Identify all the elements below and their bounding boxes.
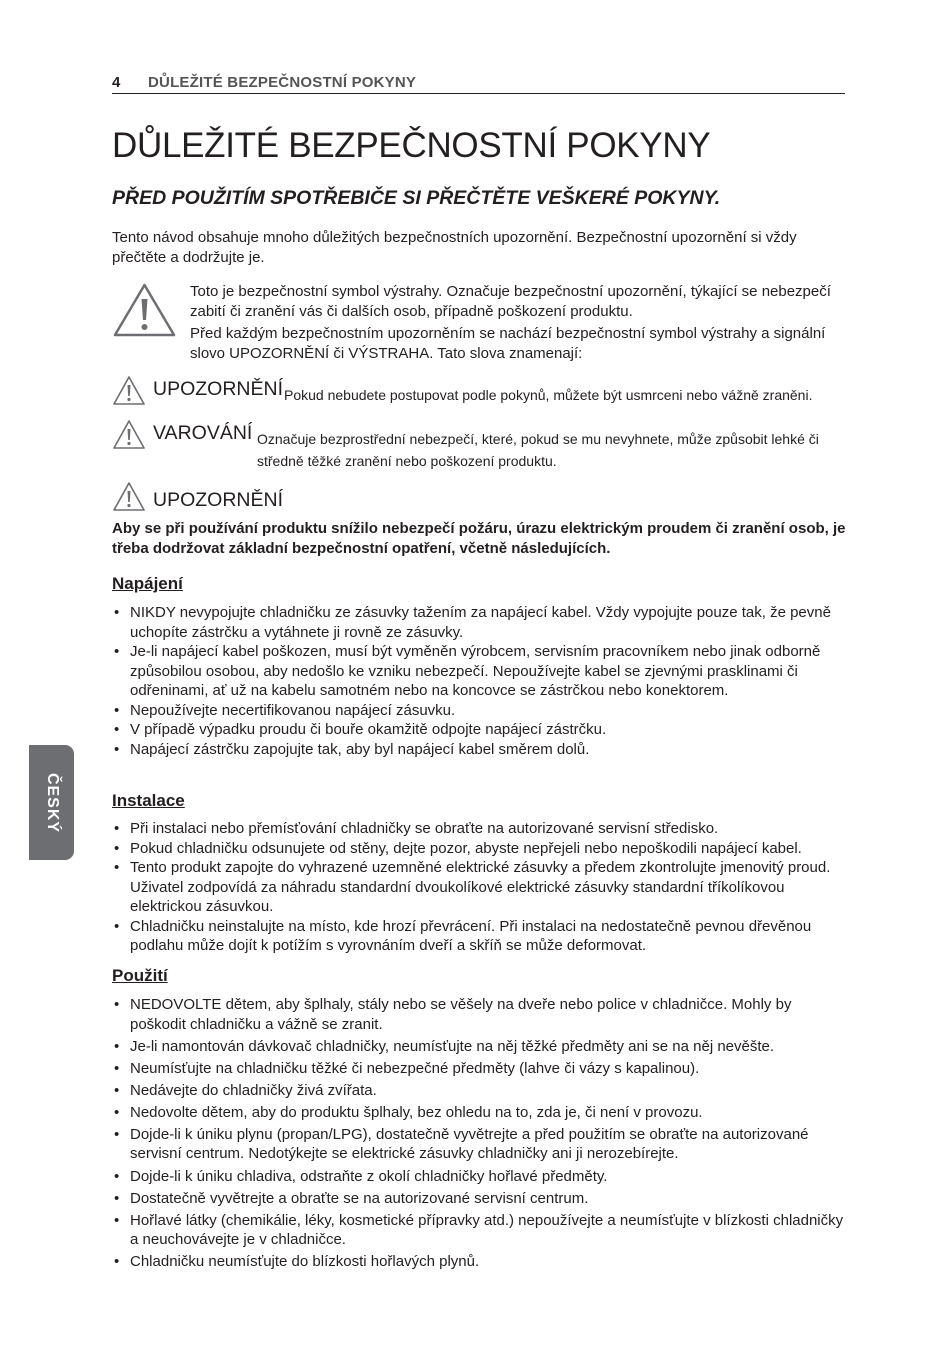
symbol-explanation: Toto je bezpečnostní symbol výstrahy. Označuje bezpečnostní upozornění, týkající se nebezpečí zabití či zranění vás či dalších osob, případně poškození produktu. [190,283,831,320]
caution-heading: UPOZORNĚNÍ [153,489,284,511]
list-item: • Tento produkt zapojte do vyhrazené uzemněné elektrické zásuvky a předem zkontrolujte jmenovitý proud. Uživatel zodpovídá za náhradu standardní dvoukolíkové elektrické zásuvky standardní tříkolíkovou elektrickou zásuvkou. [112,858,847,917]
list-item: • Nedávejte do chladničky živá zvířata. [112,1081,847,1101]
list-item: • Nedovolte dětem, aby do produktu šplhaly, bez ohledu na to, zda je, či není v provozu. [112,1103,847,1123]
list-item: • NIKDY nevypojujte chladničku ze zásuvky tažením za napájecí kabel. Vždy vypojujte pouze tak, že pevně uchopíte zástrčku a vytáhnete ji rovně ze zásuvky. [112,603,847,642]
list-item: • Dojde-li k úniku plynu (propan/LPG), dostatečně vyvětrejte a před použitím se obraťte na autorizované servisní centrum. Nedotýkejte se elektrické zásuvky chladničky ani ji nerozebírejte. [112,1125,847,1164]
page-number: 4 [112,74,121,91]
usage-list [112,995,847,1274]
running-title: DŮLEŽITÉ BEZPEČNOSTNÍ POKYNY [148,74,417,91]
page-subtitle: PŘED POUŽITÍM SPOTŘEBIČE SI PŘEČTĚTE VEŠKERÉ POKYNY. [112,187,721,209]
installation-list [112,819,847,956]
signal-warning-row [112,375,847,409]
list-item: • Dostatečně vyvětrejte a obraťte se na autorizované servisní centrum. [112,1189,847,1209]
signal-caution-row [112,419,847,475]
caution-heading-row [112,481,512,515]
signal-description: Pokud nebudete postupovat podle pokynů, můžete být usmrceni nebo vážně zraněni. [284,387,813,403]
signal-word: UPOZORNĚNÍ [153,378,284,400]
signal-description: Označuje bezprostřední nebezpečí, které, pokud se mu nevyhnete, může způsobit lehké či středně těžké zranění nebo poškození produktu. [257,431,819,469]
list-item: • Chladničku neumísťujte do blízkosti hořlavých plynů. [112,1252,847,1272]
warning-triangle-icon [112,375,146,406]
list-item: • V případě výpadku proudu či bouře okamžitě odpojte napájecí zástrčku. [112,720,847,740]
signal-words-explanation: Před každým bezpečnostním upozorněním se nachází bezpečnostní symbol výstrahy a signální slovo UPOZORNĚNÍ či VÝSTRAHA. Tato slova znamenají: [190,325,826,362]
section-heading-usage: Použití [112,966,168,985]
intro-paragraph: Tento návod obsahuje mnoho důležitých bezpečnostních upozornění. Bezpečnostní upozornění si vždy přečtěte a dodržujte je. [112,229,797,266]
list-item: • Neumísťujte na chladničku těžké či nebezpečné předměty (lahve či vázy s kapalinou). [112,1059,847,1079]
warning-triangle-icon [112,481,146,512]
list-item: • Nepoužívejte necertifikovanou napájecí zásuvku. [112,701,847,721]
list-item: • Hořlavé látky (chemikálie, léky, kosmetické přípravky atd.) nepoužívejte a neumísťujte v blízkosti chladničky a neuchovávejte je v chladničce. [112,1211,847,1250]
list-item: • Chladničku neinstalujte na místo, kde hrozí převrácení. Při instalaci na nedostatečně pevnou dřevěnou podlahu může dojít k potížím s vyrovnáním dveří a skříň se může deformovat. [112,917,847,956]
list-item: • Dojde-li k úniku chladiva, odstraňte z okolí chladničky hořlavé předměty. [112,1167,847,1187]
list-item: • NEDOVOLTE dětem, aby šplhaly, stály nebo se věšely na dveře nebo police v chladničce. Mohly by poškodit chladničku a vážně se zranit. [112,995,847,1034]
page-title: DŮLEŽITÉ BEZPEČNOSTNÍ POKYNY [112,126,711,165]
list-item: • Je-li napájecí kabel poškozen, musí být vyměněn výrobcem, servisním pracovníkem nebo jinak odborně způsobilou osobou, aby nedošlo ke vzniku nebezpečí. Nepoužívejte kabel se zjevnými prasklinami či odřeninami, ať už na kabelu samotném nebo na koncovce se zástrčkou nebo konektorem. [112,642,847,701]
list-item: • Je-li namontován dávkovač chladničky, neumísťujte na něj těžké předměty ani se na něj nevěšte. [112,1037,847,1057]
safety-alert-icon [112,282,177,338]
list-item: • Při instalaci nebo přemísťování chladničky se obraťte na autorizované servisní středisko. [112,819,847,839]
section-heading-installation: Instalace [112,791,185,810]
caution-paragraph: Aby se při používání produktu snížilo nebezpečí požáru, úrazu elektrickým proudem či zranění osob, je třeba dodržovat základní bezpečnostní opatření, včetně následujících. [112,520,846,557]
list-item: • Pokud chladničku odsunujete od stěny, dejte pozor, abyste nepřejeli nebo nepoškodili napájecí kabel. [112,839,847,859]
running-header [112,73,845,94]
language-tab-label: ČESKÝ [43,772,61,833]
language-tab [29,745,74,860]
power-list [112,603,847,759]
warning-triangle-icon [112,419,146,450]
list-item: • Napájecí zástrčku zapojujte tak, aby byl napájecí kabel směrem dolů. [112,740,847,760]
signal-word: VAROVÁNÍ [153,422,253,444]
section-heading-power: Napájení [112,574,183,593]
